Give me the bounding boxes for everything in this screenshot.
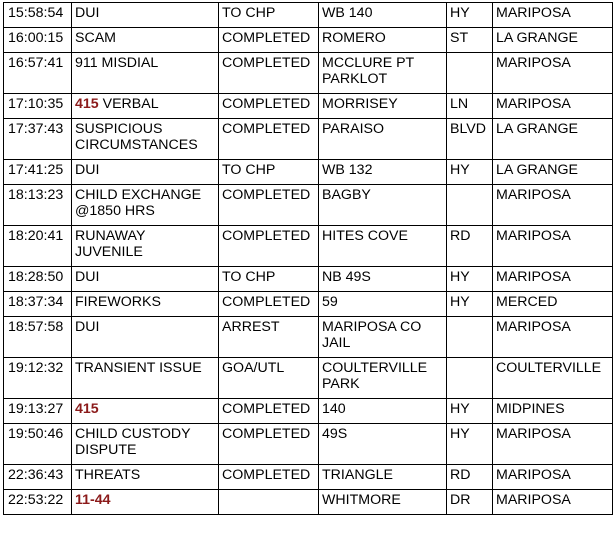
call-time: 19:13:27 [4, 399, 72, 424]
call-city: COULTERVILLE [493, 358, 613, 399]
call-street: WB 132 [319, 160, 447, 185]
call-disposition: ARREST [219, 317, 319, 358]
call-type [72, 185, 219, 226]
call-code: 415 [75, 401, 99, 417]
call-type-text: 911 MISDIAL [75, 55, 159, 71]
call-street-suffix: BLVD [447, 119, 493, 160]
call-disposition: COMPLETED [219, 399, 319, 424]
call-street: ROMERO [319, 28, 447, 53]
call-type [72, 358, 219, 399]
call-street: TRIANGLE [319, 465, 447, 490]
call-type [72, 465, 219, 490]
call-type-text: TRANSIENT ISSUE [75, 360, 202, 376]
call-time: 22:53:22 [4, 490, 72, 515]
call-city: MARIPOSA [493, 490, 613, 515]
call-type-text: SCAM [75, 30, 116, 46]
call-city: MARIPOSA [493, 267, 613, 292]
call-street-suffix: RD [447, 465, 493, 490]
call-type [72, 267, 219, 292]
call-disposition: COMPLETED [219, 185, 319, 226]
call-street: WB 140 [319, 3, 447, 28]
call-type-text: CHILD EXCHANGE @1850 HRS [75, 187, 202, 219]
call-street: HITES COVE [319, 226, 447, 267]
call-time: 18:57:58 [4, 317, 72, 358]
call-disposition: COMPLETED [219, 226, 319, 267]
call-street-suffix: HY [447, 160, 493, 185]
call-disposition: GOA/UTL [219, 358, 319, 399]
call-type-text: DUI [75, 5, 100, 21]
call-street: 140 [319, 399, 447, 424]
table-row [4, 160, 613, 185]
call-log-body [4, 3, 613, 515]
table-row [4, 292, 613, 317]
call-type-text: SUSPICIOUS CIRCUMSTANCES [75, 121, 198, 153]
call-code: 415 [75, 96, 99, 112]
call-street: 59 [319, 292, 447, 317]
call-street-suffix: HY [447, 267, 493, 292]
call-type [72, 160, 219, 185]
call-street: COULTERVILLE PARK [319, 358, 447, 399]
call-type [72, 490, 219, 515]
call-street-suffix [447, 185, 493, 226]
call-city: MIDPINES [493, 399, 613, 424]
call-city: MARIPOSA [493, 465, 613, 490]
call-type [72, 424, 219, 465]
call-disposition: TO CHP [219, 267, 319, 292]
table-row [4, 358, 613, 399]
call-street-suffix [447, 317, 493, 358]
call-time: 16:00:15 [4, 28, 72, 53]
call-code: 11-44 [75, 492, 111, 508]
call-time: 17:41:25 [4, 160, 72, 185]
call-type [72, 317, 219, 358]
call-disposition: COMPLETED [219, 119, 319, 160]
call-street-suffix: ST [447, 28, 493, 53]
table-row [4, 399, 613, 424]
call-city: LA GRANGE [493, 119, 613, 160]
call-city: MARIPOSA [493, 424, 613, 465]
call-street-suffix [447, 53, 493, 94]
call-street-suffix: LN [447, 94, 493, 119]
call-street: MARIPOSA CO JAIL [319, 317, 447, 358]
call-time: 18:37:34 [4, 292, 72, 317]
call-time: 17:37:43 [4, 119, 72, 160]
call-street-suffix: HY [447, 424, 493, 465]
call-time: 18:13:23 [4, 185, 72, 226]
call-city: MARIPOSA [493, 94, 613, 119]
call-type [72, 226, 219, 267]
call-city: MERCED [493, 292, 613, 317]
table-row [4, 317, 613, 358]
call-type-text: DUI [75, 162, 100, 178]
table-row [4, 465, 613, 490]
call-street: PARAISO [319, 119, 447, 160]
table-row [4, 119, 613, 160]
call-street: 49S [319, 424, 447, 465]
call-city: MARIPOSA [493, 317, 613, 358]
table-row [4, 424, 613, 465]
call-disposition: COMPLETED [219, 465, 319, 490]
call-type-text: RUNAWAY JUVENILE [75, 228, 146, 260]
call-time: 15:58:54 [4, 3, 72, 28]
call-city: MARIPOSA [493, 53, 613, 94]
call-type-text: VERBAL [98, 96, 159, 112]
call-type [72, 53, 219, 94]
call-type [72, 94, 219, 119]
call-type [72, 292, 219, 317]
call-time: 17:10:35 [4, 94, 72, 119]
call-disposition: TO CHP [219, 160, 319, 185]
call-type [72, 399, 219, 424]
table-row [4, 94, 613, 119]
call-street-suffix: DR [447, 490, 493, 515]
call-disposition: TO CHP [219, 3, 319, 28]
call-time: 16:57:41 [4, 53, 72, 94]
call-disposition: COMPLETED [219, 424, 319, 465]
call-type [72, 28, 219, 53]
call-street-suffix [447, 358, 493, 399]
call-log-table [3, 2, 613, 515]
call-street: MCCLURE PT PARKLOT [319, 53, 447, 94]
call-time: 19:50:46 [4, 424, 72, 465]
call-city: MARIPOSA [493, 3, 613, 28]
call-city: MARIPOSA [493, 226, 613, 267]
call-time: 18:20:41 [4, 226, 72, 267]
call-time: 19:12:32 [4, 358, 72, 399]
call-street-suffix: HY [447, 292, 493, 317]
call-time: 22:36:43 [4, 465, 72, 490]
call-time: 18:28:50 [4, 267, 72, 292]
call-type [72, 119, 219, 160]
call-street: NB 49S [319, 267, 447, 292]
call-street-suffix: HY [447, 3, 493, 28]
call-disposition: COMPLETED [219, 292, 319, 317]
call-type-text: THREATS [75, 467, 141, 483]
call-street-suffix: RD [447, 226, 493, 267]
table-row [4, 267, 613, 292]
call-city: MARIPOSA [493, 185, 613, 226]
call-disposition: COMPLETED [219, 53, 319, 94]
call-type-text: FIREWORKS [75, 294, 161, 310]
call-type [72, 3, 219, 28]
call-city: LA GRANGE [493, 160, 613, 185]
call-disposition [219, 490, 319, 515]
call-street: MORRISEY [319, 94, 447, 119]
call-type-text: CHILD CUSTODY DISPUTE [75, 426, 191, 458]
table-row [4, 226, 613, 267]
call-street: WHITMORE [319, 490, 447, 515]
call-disposition: COMPLETED [219, 28, 319, 53]
table-row [4, 28, 613, 53]
call-street-suffix: HY [447, 399, 493, 424]
table-row [4, 185, 613, 226]
table-row [4, 490, 613, 515]
call-street: BAGBY [319, 185, 447, 226]
call-city: LA GRANGE [493, 28, 613, 53]
call-disposition: COMPLETED [219, 94, 319, 119]
table-row [4, 53, 613, 94]
call-type-text: DUI [75, 319, 100, 335]
table-row [4, 3, 613, 28]
call-type-text: DUI [75, 269, 100, 285]
